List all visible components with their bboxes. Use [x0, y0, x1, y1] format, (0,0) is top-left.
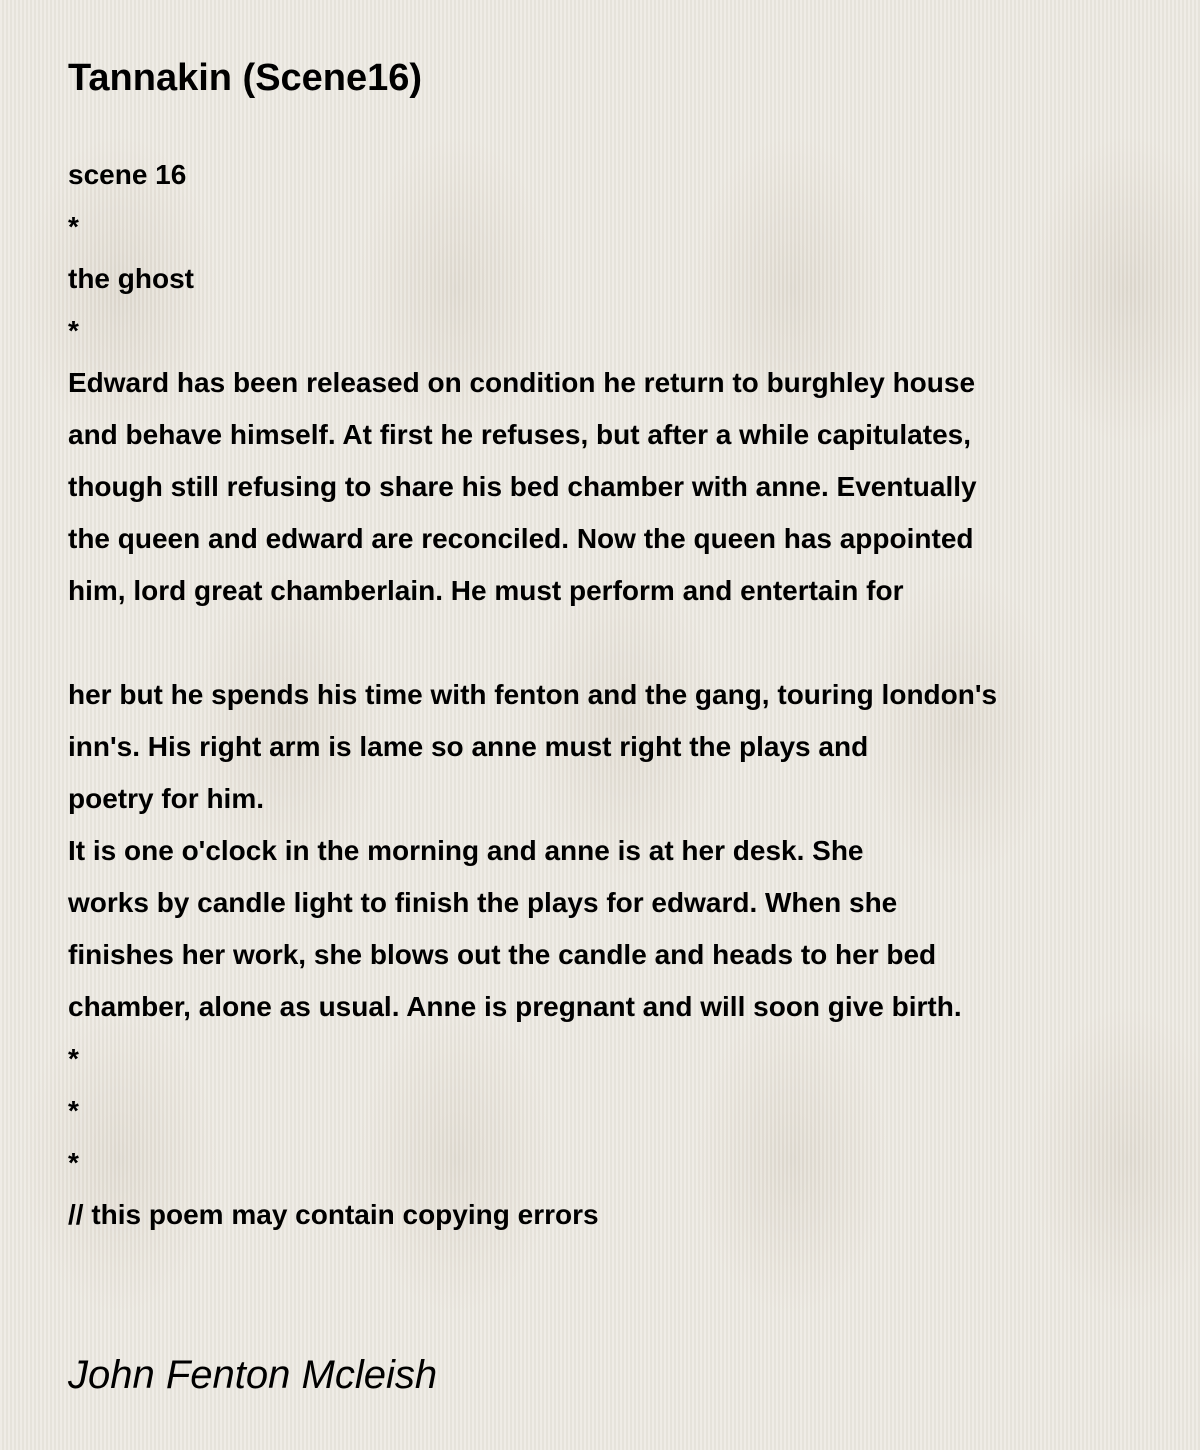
poem-line: him, lord great chamberlain. He must perform and entertain for [68, 575, 904, 606]
poem-line: works by candle light to finish the plays for edward. When she [68, 887, 898, 918]
poem-line: * [68, 315, 79, 346]
poem-line: * [68, 211, 79, 242]
poem-line: finishes her work, she blows out the candle and heads to her bed [68, 939, 937, 970]
poem-line: Edward has been released on condition he return to burghley house [68, 367, 976, 398]
poem-line: though still refusing to share his bed chamber with anne. Eventually [68, 471, 977, 502]
poem-line: poetry for him. [68, 783, 265, 814]
poem-line: and behave himself. At first he refuses, but after a while capitulates, [68, 419, 971, 450]
poem-line: inn's. His right arm is lame so anne must right the plays and [68, 731, 869, 762]
poem-line: the ghost [68, 263, 194, 294]
poem-blank-line [68, 617, 997, 669]
poem-line: * [68, 1095, 79, 1126]
poem-line: her but he spends his time with fenton and the gang, touring london's [68, 679, 998, 710]
poem-author: John Fenton Mcleish [68, 1353, 438, 1397]
copying-errors-note: // this poem may contain copying errors [68, 1199, 599, 1230]
poem-line: the queen and edward are reconciled. Now the queen has appointed [68, 523, 974, 554]
poem-line: * [68, 1043, 79, 1074]
poem-body [68, 149, 997, 1241]
poem-page [68, 0, 1178, 1450]
poem-line: It is one o'clock in the morning and anne is at her desk. She [68, 835, 864, 866]
poem-line: chamber, alone as usual. Anne is pregnant and will soon give birth. [68, 991, 962, 1022]
poem-line: scene 16 [68, 159, 187, 190]
poem-title: Tannakin (Scene16) [68, 57, 423, 99]
poem-line: * [68, 1147, 79, 1178]
